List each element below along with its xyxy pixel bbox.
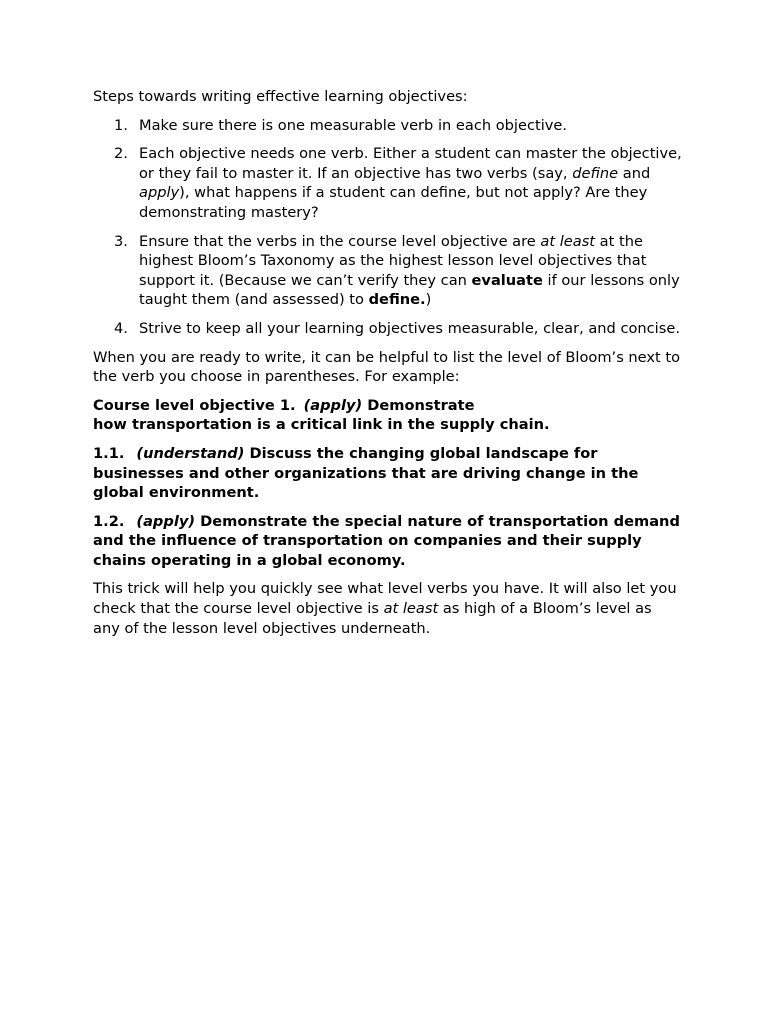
lesson-objective-number: 1.2. bbox=[93, 512, 125, 530]
list-item bbox=[93, 144, 683, 222]
lesson-objective-1-1 bbox=[93, 444, 683, 503]
list-item bbox=[93, 116, 683, 136]
list-number: 3. bbox=[114, 232, 128, 250]
emphasis-at-least: at least bbox=[540, 232, 596, 250]
course-objective-level: (apply) bbox=[303, 396, 363, 414]
step-text: and bbox=[618, 164, 651, 182]
emphasis-apply: apply bbox=[139, 184, 180, 202]
course-objective-text: Demonstrate bbox=[362, 396, 475, 414]
step-text: at the highest Bloom’s Taxonomy as the highest lesson level objectives that support it. (Because we can’t verify they can bbox=[139, 232, 647, 289]
ready-paragraph: When you are ready to write, it can be helpful to list the level of Bloom’s next to the verb you choose in parentheses. For example: bbox=[93, 348, 681, 386]
list-number: 4. bbox=[114, 319, 128, 337]
step-text: Ensure that the verbs in the course level objective are bbox=[139, 232, 541, 250]
step-text: Strive to keep all your learning objectives measurable, clear, and concise. bbox=[139, 319, 680, 337]
course-objective-label: Course level objective 1. bbox=[93, 396, 296, 414]
bold-define: define. bbox=[368, 291, 426, 309]
emphasis-define: define bbox=[572, 164, 619, 182]
course-objective bbox=[93, 396, 683, 435]
bold-evaluate: evaluate bbox=[471, 271, 543, 289]
list-number: 1. bbox=[114, 116, 128, 134]
step-text: if our lessons only taught them (and assessed) to bbox=[139, 271, 680, 309]
step-text: ), what happens if a student can define, but not apply? Are they demonstrating mastery? bbox=[139, 184, 648, 221]
lesson-objective-text: Discuss the changing global landscape for businesses and other organizations that are driving change in the global environment. bbox=[93, 444, 639, 502]
lesson-objective-1-2 bbox=[93, 512, 683, 571]
steps-list bbox=[93, 116, 683, 339]
lesson-objective-level: (apply) bbox=[136, 512, 196, 530]
course-objective-text: how transportation is a critical link in the supply chain. bbox=[93, 416, 550, 434]
closing-text: as high of a Bloom’s level as any of the lesson level objectives underneath. bbox=[93, 600, 652, 637]
list-number: 2. bbox=[114, 145, 128, 163]
intro-text: Steps towards writing effective learning objectives: bbox=[93, 88, 468, 105]
lesson-objective-text: Demonstrate the special nature of transportation demand and the influence of transportation on companies and their supply chains operating in a global economy. bbox=[93, 512, 680, 569]
lesson-objective-number: 1.1. bbox=[93, 444, 125, 462]
emphasis-at-least: at least bbox=[383, 600, 439, 618]
step-text: ) bbox=[425, 291, 432, 309]
lesson-objective-level: (understand) bbox=[136, 444, 245, 462]
step-text: Make sure there is one measurable verb in each objective. bbox=[139, 116, 568, 134]
document-body bbox=[93, 87, 683, 647]
closing-text: This trick will help you quickly see what level verbs you have. It will also let you check that the course level objective is bbox=[93, 580, 677, 618]
list-item bbox=[93, 319, 683, 339]
closing-paragraph bbox=[93, 579, 683, 638]
step-text: Each objective needs one verb. Either a student can master the objective, or they fail to master it. If an objective has two verbs (say, bbox=[139, 145, 682, 182]
list-item bbox=[93, 232, 683, 310]
